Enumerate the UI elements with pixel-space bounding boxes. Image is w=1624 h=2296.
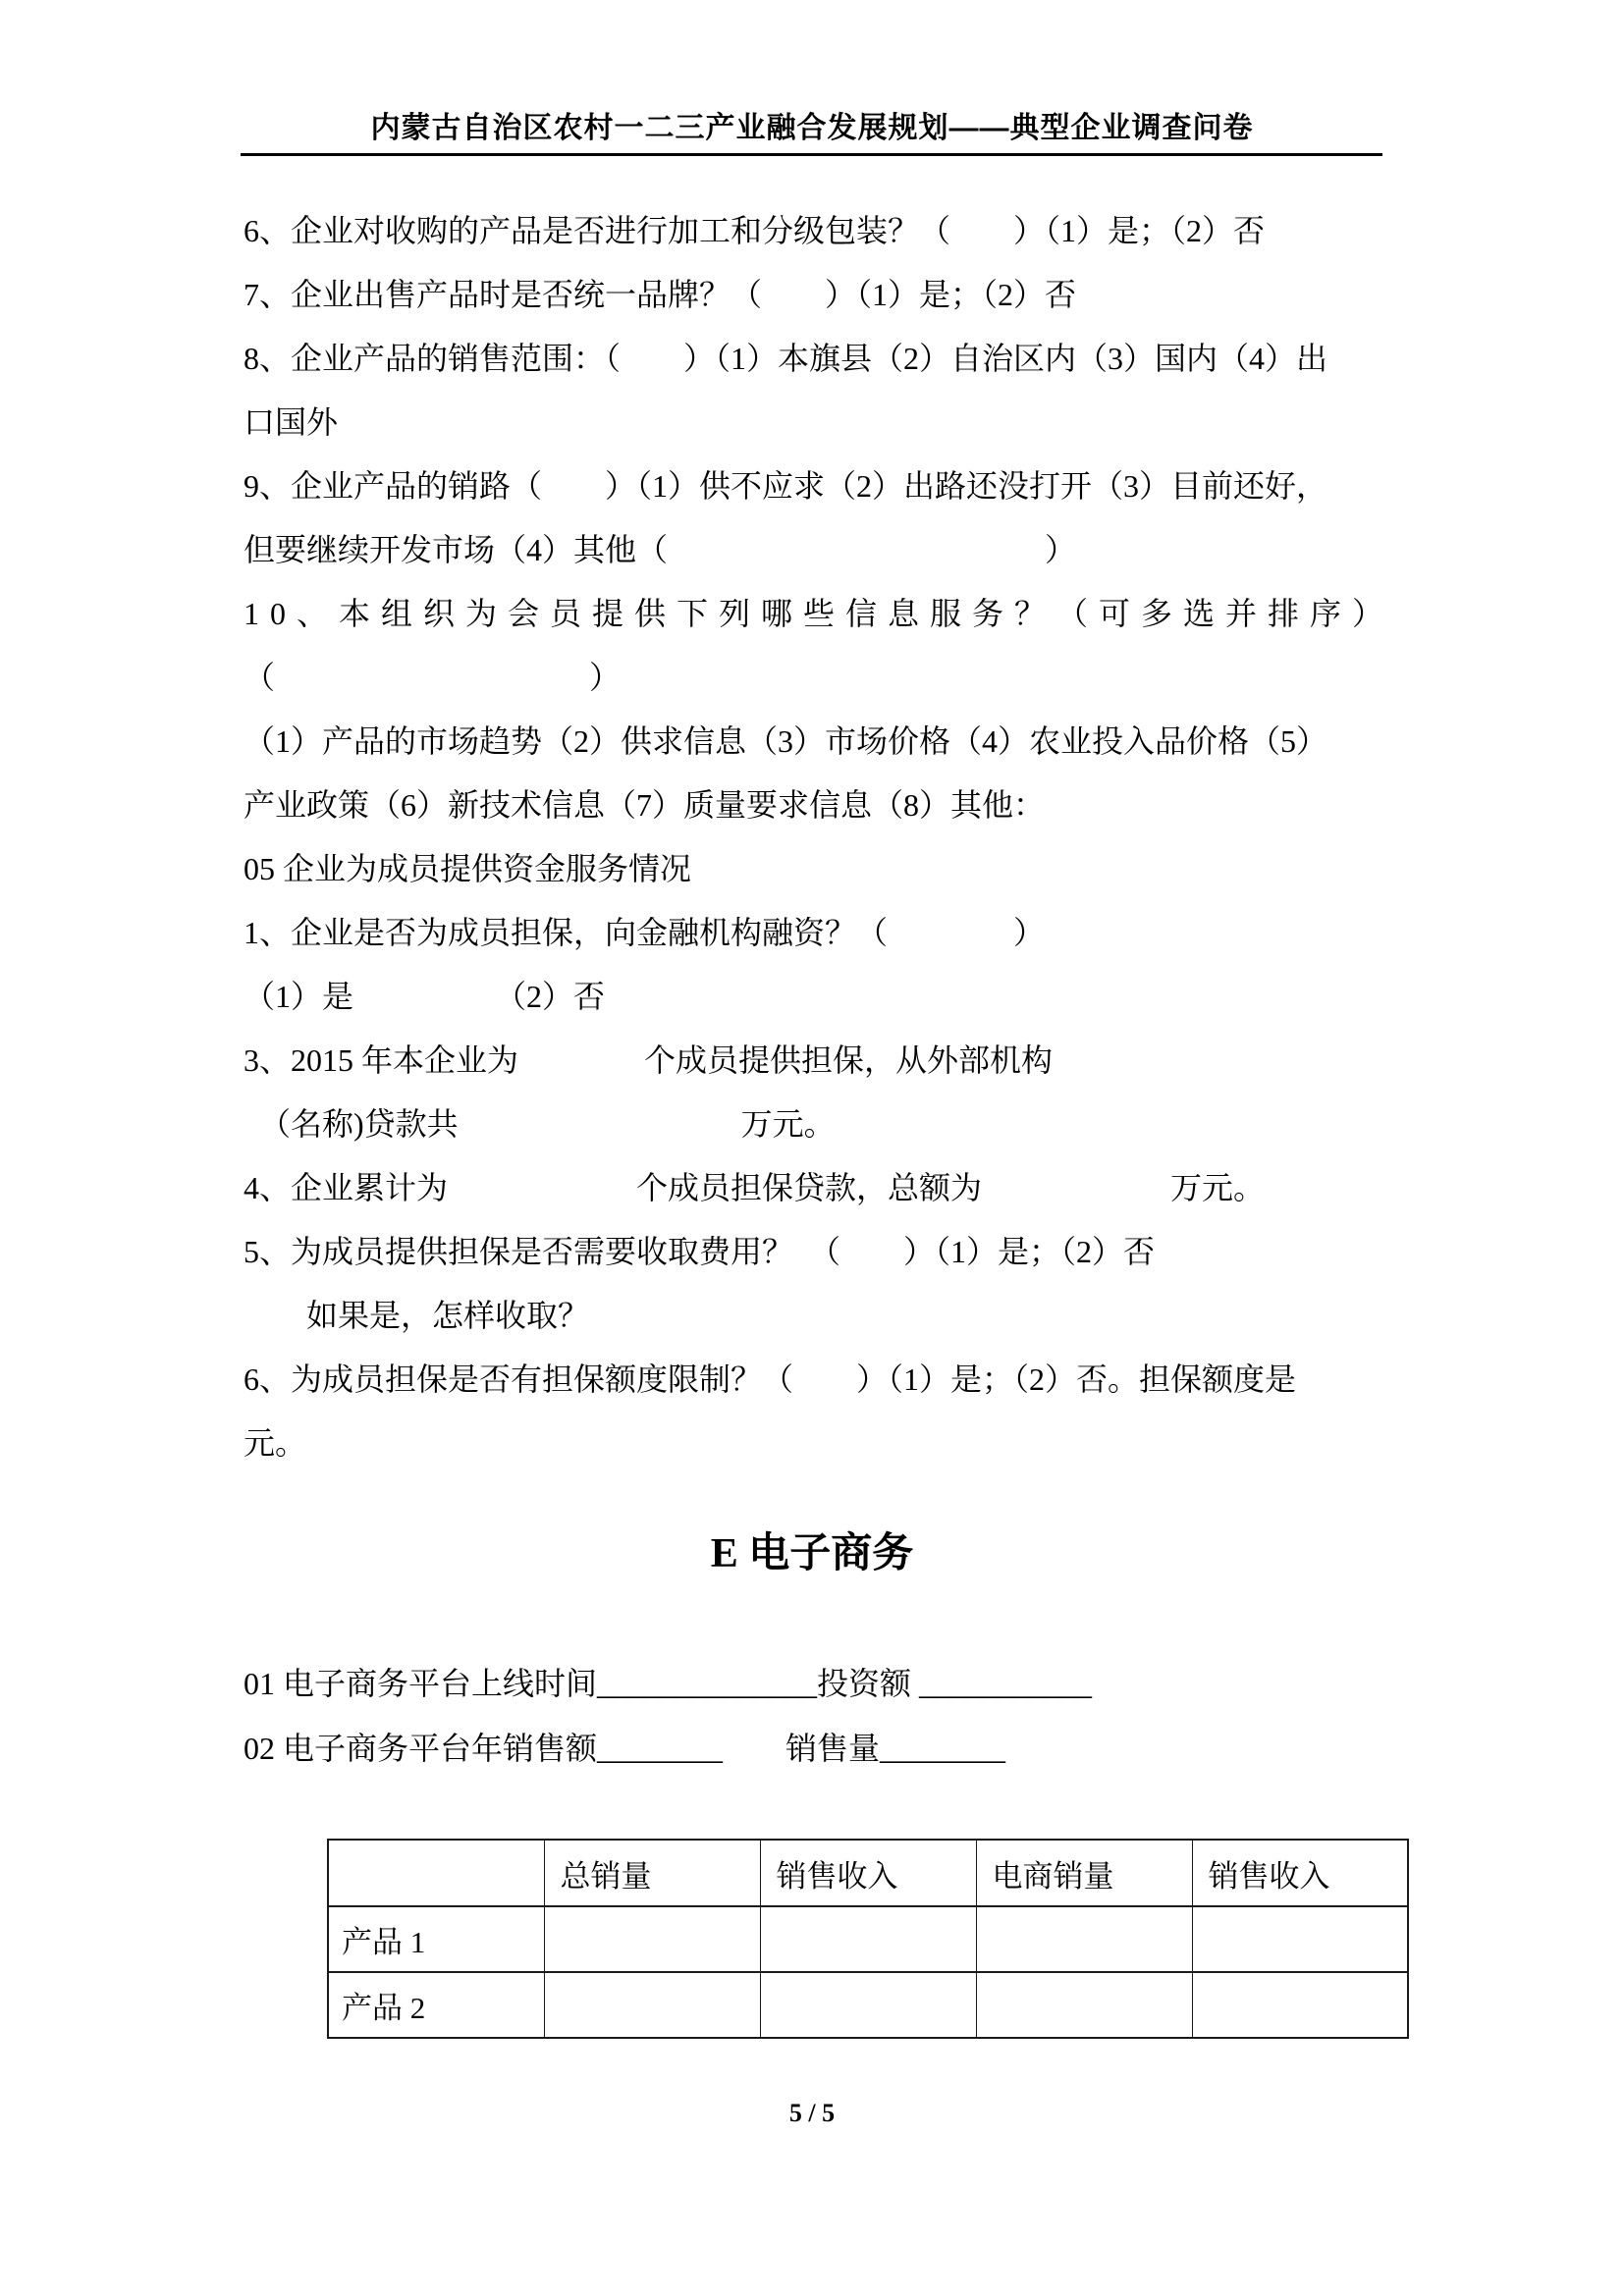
question-line: （1）是 （2）否 (244, 979, 606, 1014)
question-line: 7、企业出售产品时是否统一品牌？（ ）（1）是；（2）否 (244, 277, 1077, 312)
table-row (328, 1972, 1408, 2038)
row-label-cell: 产品 2 (328, 1972, 544, 2038)
question-line: 9、企业产品的销路（ ）（1）供不应求（2）出路还没打开（3）目前还好， (244, 468, 1328, 504)
page-number: 5 / 5 (788, 2099, 836, 2127)
table-row (328, 1906, 1408, 1972)
table-header-row (328, 1840, 1408, 1906)
section-e-heading: E 电子商务 (710, 1531, 914, 1576)
ecommerce-line-02: 02 电子商务平台年销售额________ 销售量________ (244, 1731, 1006, 1766)
table-header-cell (328, 1840, 544, 1906)
table-cell (1192, 1906, 1408, 1972)
question-line: 1、企业是否为成员担保，向金融机构融资？（ ） (244, 915, 1046, 950)
question-list (244, 199, 1422, 1475)
question-line: 6、企业对收购的产品是否进行加工和分级包装？（ ）（1）是；（2）否 (244, 213, 1266, 248)
table-header-cell: 电商销量 (976, 1840, 1192, 1906)
table-cell (544, 1972, 760, 2038)
question-line: 口国外 (244, 404, 339, 440)
question-line: 元。 (244, 1425, 307, 1461)
question-line: （1）产品的市场趋势（2）供求信息（3）市场价格（4）农业投入品价格（5） (244, 723, 1328, 759)
table-header-cell: 总销量 (544, 1840, 760, 1906)
question-line: 如果是，怎样收取？ (244, 1298, 590, 1333)
table-header-cell: 销售收入 (760, 1840, 976, 1906)
table-cell (544, 1906, 760, 1972)
question-line: 产业政策（6）新技术信息（7）质量要求信息（8）其他： (244, 787, 1046, 823)
question-line: 6、为成员担保是否有担保额度限制？（ ）（1）是；（2）否。担保额度是 (244, 1362, 1297, 1397)
question-line: 8、企业产品的销售范围：（ ）（1）本旗县（2）自治区内（3）国内（4）出 (244, 341, 1328, 376)
question-line: 5、为成员提供担保是否需要收取费用？ （ ）（1）是；（2）否 (244, 1234, 1156, 1269)
table-header-cell: 销售收入 (1192, 1840, 1408, 1906)
table-cell (760, 1972, 976, 2038)
header-rule (241, 153, 1382, 156)
ecommerce-line-01: 01 电子商务平台上线时间______________投资额 ___________ (244, 1666, 1093, 1701)
question-line: 但要继续开发市场（4）其他（ ） (244, 532, 1077, 567)
document-header-title: 内蒙古自治区农村一二三产业融合发展规划——典型企业调查问卷 (370, 112, 1254, 144)
section-05-heading: 05 企业为成员提供资金服务情况 (244, 851, 692, 886)
question-line: （名称)贷款共 万元。 (244, 1106, 836, 1142)
row-label-cell: 产品 1 (328, 1906, 544, 1972)
table-cell (976, 1972, 1192, 2038)
table-cell (1192, 1972, 1408, 2038)
question-line: （ ） (244, 660, 622, 695)
question-line: 3、2015 年本企业为 个成员提供担保，从外部机构 (244, 1042, 1054, 1078)
question-line: 10、本组织为会员提供下列哪些信息服务？（可多选并排序） (244, 596, 1395, 631)
table-cell (760, 1906, 976, 1972)
ecommerce-lines (244, 1651, 1422, 1781)
product-sales-table (327, 1839, 1409, 2039)
table-cell (976, 1906, 1192, 1972)
question-line: 4、企业累计为 个成员担保贷款，总额为 万元。 (244, 1170, 1266, 1205)
